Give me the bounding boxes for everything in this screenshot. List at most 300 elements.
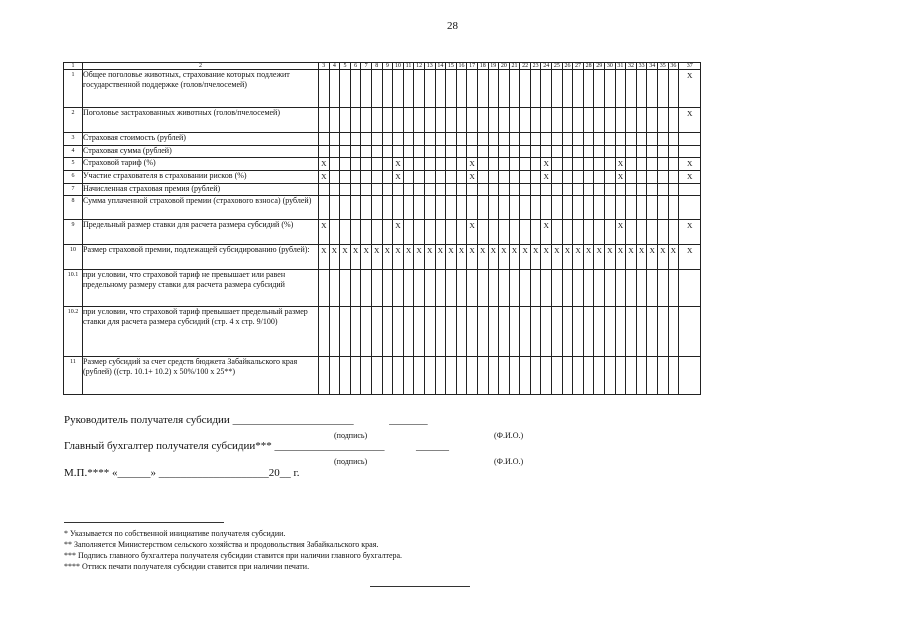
cell-col-27	[573, 196, 584, 220]
cell-col-23: Х	[530, 245, 541, 270]
cell-col-7	[361, 171, 372, 184]
cell-col-37: Х	[679, 70, 701, 108]
accountant-sign-line: ____________________	[274, 440, 385, 452]
cell-col-28	[583, 307, 594, 357]
cell-col-28	[583, 184, 594, 196]
cell-col-31	[615, 196, 626, 220]
column-number-35: 35	[658, 63, 669, 70]
column-number-6: 6	[350, 63, 361, 70]
cell-col-29	[594, 70, 605, 108]
accountant-fio-caption: (Ф.И.О.)	[494, 457, 524, 466]
cell-col-13	[424, 184, 435, 196]
cell-col-16	[456, 133, 467, 146]
cell-col-21	[509, 108, 520, 133]
cell-col-33	[636, 158, 647, 171]
cell-col-7	[361, 133, 372, 146]
row-label: Страховая сумма (рублей)	[83, 146, 319, 158]
cell-col-17: Х	[467, 171, 478, 184]
cell-col-36	[668, 184, 679, 196]
cell-col-4	[329, 357, 340, 395]
cell-col-14	[435, 171, 446, 184]
cell-col-33	[636, 220, 647, 245]
cell-col-28	[583, 108, 594, 133]
cell-col-36	[668, 146, 679, 158]
cell-col-29	[594, 133, 605, 146]
table-row	[64, 307, 701, 357]
cell-col-32	[626, 108, 637, 133]
cell-col-34	[647, 146, 658, 158]
row-label: Поголовье застрахованных животных (голов/пчелосемей)	[83, 108, 319, 133]
cell-col-4	[329, 270, 340, 307]
cell-col-31: Х	[615, 158, 626, 171]
cell-col-35	[658, 220, 669, 245]
cell-col-37: Х	[679, 220, 701, 245]
cell-col-15	[446, 171, 457, 184]
cell-col-30	[605, 133, 616, 146]
cell-col-21: Х	[509, 245, 520, 270]
head-fio-caption: (Ф.И.О.)	[494, 431, 524, 440]
cell-col-37: Х	[679, 108, 701, 133]
cell-col-10	[393, 133, 404, 146]
cell-col-20	[499, 70, 510, 108]
column-number-24: 24	[541, 63, 552, 70]
cell-col-20	[499, 158, 510, 171]
cell-col-36: Х	[668, 245, 679, 270]
cell-col-8	[371, 171, 382, 184]
cell-col-33	[636, 270, 647, 307]
cell-col-26	[562, 220, 573, 245]
cell-col-29	[594, 146, 605, 158]
column-number-14: 14	[435, 63, 446, 70]
cell-col-35	[658, 184, 669, 196]
cell-col-4	[329, 70, 340, 108]
cell-col-6	[350, 70, 361, 108]
cell-col-7	[361, 108, 372, 133]
cell-col-5	[340, 146, 351, 158]
cell-col-21	[509, 158, 520, 171]
cell-col-31	[615, 146, 626, 158]
head-label: Руководитель получателя субсидии	[64, 414, 230, 426]
cell-col-34	[647, 357, 658, 395]
cell-col-25	[552, 184, 563, 196]
cell-col-20	[499, 196, 510, 220]
cell-col-36	[668, 133, 679, 146]
cell-col-13	[424, 307, 435, 357]
cell-col-27	[573, 307, 584, 357]
cell-col-3	[319, 357, 330, 395]
cell-col-34	[647, 270, 658, 307]
cell-col-19	[488, 184, 499, 196]
cell-col-18	[477, 307, 488, 357]
cell-col-6	[350, 270, 361, 307]
cell-col-15	[446, 184, 457, 196]
cell-col-12	[414, 220, 425, 245]
cell-col-22	[520, 158, 531, 171]
column-number-19: 19	[488, 63, 499, 70]
cell-col-23	[530, 196, 541, 220]
cell-col-7	[361, 270, 372, 307]
cell-col-37: Х	[679, 158, 701, 171]
cell-col-21	[509, 270, 520, 307]
cell-col-4	[329, 133, 340, 146]
cell-col-27	[573, 70, 584, 108]
cell-col-9	[382, 220, 393, 245]
cell-col-11: Х	[403, 245, 414, 270]
cell-col-29	[594, 270, 605, 307]
cell-col-25	[552, 270, 563, 307]
cell-col-29	[594, 108, 605, 133]
column-number-13: 13	[424, 63, 435, 70]
cell-col-33: Х	[636, 245, 647, 270]
row-label: Размер субсидий за счет средств бюджета Забайкальского края (рублей) ((стр. 10.1+ 10.2) х 50%/100 х 25**)	[83, 357, 319, 395]
cell-col-24	[541, 70, 552, 108]
cell-col-24	[541, 270, 552, 307]
cell-col-36	[668, 171, 679, 184]
cell-col-23	[530, 133, 541, 146]
row-number: 1	[64, 70, 83, 108]
cell-col-27	[573, 133, 584, 146]
cell-col-6	[350, 307, 361, 357]
cell-col-13	[424, 133, 435, 146]
cell-col-29	[594, 171, 605, 184]
cell-col-24	[541, 146, 552, 158]
cell-col-22	[520, 108, 531, 133]
cell-col-26	[562, 184, 573, 196]
cell-col-7	[361, 307, 372, 357]
cell-col-18	[477, 108, 488, 133]
cell-col-7	[361, 220, 372, 245]
cell-col-4	[329, 220, 340, 245]
cell-col-15	[446, 133, 457, 146]
column-number-row	[64, 63, 701, 70]
cell-col-22	[520, 70, 531, 108]
cell-col-5	[340, 133, 351, 146]
cell-col-12	[414, 70, 425, 108]
cell-col-17	[467, 307, 478, 357]
row-number: 6	[64, 171, 83, 184]
cell-col-23	[530, 357, 541, 395]
cell-col-24	[541, 307, 552, 357]
row-label: Общее поголовье животных, страхование которых подлежит государственной поддержке (голов/пчелосемей)	[83, 70, 319, 108]
cell-col-26	[562, 270, 573, 307]
cell-col-33	[636, 133, 647, 146]
cell-col-16	[456, 270, 467, 307]
cell-col-15	[446, 158, 457, 171]
cell-col-28	[583, 220, 594, 245]
cell-col-26	[562, 70, 573, 108]
table-row	[64, 133, 701, 146]
cell-col-10: Х	[393, 245, 404, 270]
cell-col-8	[371, 307, 382, 357]
cell-col-17	[467, 70, 478, 108]
cell-col-11	[403, 146, 414, 158]
cell-col-5	[340, 270, 351, 307]
cell-col-15	[446, 307, 457, 357]
cell-col-19	[488, 133, 499, 146]
cell-col-29	[594, 184, 605, 196]
cell-col-26	[562, 108, 573, 133]
cell-col-26	[562, 196, 573, 220]
cell-col-6	[350, 133, 361, 146]
cell-col-27	[573, 220, 584, 245]
cell-col-21	[509, 196, 520, 220]
cell-col-32	[626, 133, 637, 146]
cell-col-25	[552, 158, 563, 171]
cell-col-3	[319, 307, 330, 357]
cell-col-28	[583, 133, 594, 146]
cell-col-33	[636, 184, 647, 196]
cell-col-5	[340, 158, 351, 171]
cell-col-20	[499, 171, 510, 184]
cell-col-9	[382, 270, 393, 307]
footnote-3: *** Подпись главного бухгалтера получателя субсидии ставится при наличии главного бухгалтера.	[64, 551, 403, 560]
cell-col-26	[562, 158, 573, 171]
cell-col-36	[668, 108, 679, 133]
bottom-divider	[370, 586, 470, 587]
cell-col-14	[435, 146, 446, 158]
row-number: 8	[64, 196, 83, 220]
cell-col-17	[467, 184, 478, 196]
row-number: 3	[64, 133, 83, 146]
subsidy-calculation-table	[63, 62, 701, 395]
cell-col-26	[562, 357, 573, 395]
cell-col-30	[605, 171, 616, 184]
cell-col-24: Х	[541, 245, 552, 270]
cell-col-24: Х	[541, 220, 552, 245]
cell-col-19	[488, 171, 499, 184]
cell-col-9	[382, 158, 393, 171]
cell-col-21	[509, 220, 520, 245]
cell-col-13	[424, 108, 435, 133]
cell-col-32	[626, 146, 637, 158]
cell-col-28	[583, 146, 594, 158]
cell-col-31: Х	[615, 220, 626, 245]
cell-col-5	[340, 171, 351, 184]
table-row	[64, 108, 701, 133]
cell-col-30	[605, 108, 616, 133]
cell-col-10	[393, 270, 404, 307]
cell-col-5	[340, 357, 351, 395]
cell-col-18	[477, 171, 488, 184]
cell-col-3: Х	[319, 220, 330, 245]
cell-col-19	[488, 158, 499, 171]
cell-col-13	[424, 220, 435, 245]
cell-col-6	[350, 146, 361, 158]
accountant-podpis-caption: (подпись)	[334, 457, 368, 466]
cell-col-12	[414, 184, 425, 196]
cell-col-4	[329, 196, 340, 220]
cell-col-9	[382, 108, 393, 133]
cell-col-12	[414, 196, 425, 220]
cell-col-27	[573, 171, 584, 184]
cell-col-35	[658, 108, 669, 133]
cell-col-18	[477, 357, 488, 395]
cell-col-5	[340, 108, 351, 133]
table-row	[64, 196, 701, 220]
cell-col-21	[509, 133, 520, 146]
cell-col-14	[435, 184, 446, 196]
cell-col-10	[393, 184, 404, 196]
cell-col-15	[446, 108, 457, 133]
cell-col-17	[467, 357, 478, 395]
cell-col-4	[329, 184, 340, 196]
column-number-1: 1	[64, 63, 83, 70]
cell-col-32	[626, 220, 637, 245]
cell-col-15	[446, 220, 457, 245]
cell-col-30	[605, 220, 616, 245]
cell-col-3	[319, 270, 330, 307]
cell-col-11	[403, 270, 414, 307]
cell-col-21	[509, 307, 520, 357]
cell-col-30	[605, 184, 616, 196]
cell-col-28	[583, 270, 594, 307]
cell-col-8	[371, 108, 382, 133]
cell-col-14	[435, 133, 446, 146]
cell-col-24: Х	[541, 171, 552, 184]
column-number-25: 25	[552, 63, 563, 70]
table-row	[64, 184, 701, 196]
cell-col-36	[668, 70, 679, 108]
cell-col-16	[456, 108, 467, 133]
cell-col-3: Х	[319, 171, 330, 184]
cell-col-30	[605, 270, 616, 307]
cell-col-7	[361, 184, 372, 196]
cell-col-34	[647, 108, 658, 133]
head-fio-line: _______	[389, 414, 428, 426]
cell-col-32	[626, 158, 637, 171]
cell-col-10	[393, 196, 404, 220]
cell-col-37	[679, 184, 701, 196]
column-number-16: 16	[456, 63, 467, 70]
cell-col-26: Х	[562, 245, 573, 270]
cell-col-13	[424, 158, 435, 171]
cell-col-26	[562, 171, 573, 184]
cell-col-3	[319, 70, 330, 108]
cell-col-30	[605, 158, 616, 171]
cell-col-35	[658, 196, 669, 220]
cell-col-12	[414, 158, 425, 171]
cell-col-35	[658, 70, 669, 108]
column-number-21: 21	[509, 63, 520, 70]
column-number-15: 15	[446, 63, 457, 70]
cell-col-22	[520, 184, 531, 196]
cell-col-34	[647, 70, 658, 108]
cell-col-34	[647, 184, 658, 196]
table-row	[64, 270, 701, 307]
cell-col-32	[626, 307, 637, 357]
cell-col-23	[530, 146, 541, 158]
cell-col-5: Х	[340, 245, 351, 270]
cell-col-18: Х	[477, 245, 488, 270]
cell-col-18	[477, 270, 488, 307]
cell-col-31: Х	[615, 245, 626, 270]
cell-col-12	[414, 270, 425, 307]
cell-col-22	[520, 146, 531, 158]
cell-col-22	[520, 220, 531, 245]
cell-col-5	[340, 70, 351, 108]
cell-col-8	[371, 158, 382, 171]
column-number-11: 11	[403, 63, 414, 70]
column-number-22: 22	[520, 63, 531, 70]
cell-col-3	[319, 108, 330, 133]
cell-col-14	[435, 307, 446, 357]
cell-col-4: Х	[329, 245, 340, 270]
cell-col-7: Х	[361, 245, 372, 270]
cell-col-36	[668, 307, 679, 357]
column-number-9: 9	[382, 63, 393, 70]
cell-col-16	[456, 357, 467, 395]
cell-col-22	[520, 196, 531, 220]
cell-col-11	[403, 220, 414, 245]
cell-col-13: Х	[424, 245, 435, 270]
row-label: Размер страховой премии, подлежащей субсидированию (рублей):	[83, 245, 319, 270]
cell-col-5	[340, 220, 351, 245]
column-number-23: 23	[530, 63, 541, 70]
cell-col-18	[477, 220, 488, 245]
cell-col-33	[636, 196, 647, 220]
row-label: Начисленная страховая премия (рублей)	[83, 184, 319, 196]
cell-col-30	[605, 307, 616, 357]
cell-col-6	[350, 171, 361, 184]
cell-col-20	[499, 357, 510, 395]
cell-col-10: Х	[393, 158, 404, 171]
cell-col-14	[435, 108, 446, 133]
cell-col-24	[541, 357, 552, 395]
cell-col-28: Х	[583, 245, 594, 270]
column-number-27: 27	[573, 63, 584, 70]
cell-col-15	[446, 196, 457, 220]
cell-col-9	[382, 307, 393, 357]
cell-col-20: Х	[499, 245, 510, 270]
cell-col-21	[509, 171, 520, 184]
cell-col-27	[573, 146, 584, 158]
cell-col-7	[361, 70, 372, 108]
cell-col-37	[679, 133, 701, 146]
column-number-4: 4	[329, 63, 340, 70]
cell-col-35	[658, 357, 669, 395]
cell-col-10: Х	[393, 220, 404, 245]
cell-col-34	[647, 307, 658, 357]
cell-col-23	[530, 270, 541, 307]
cell-col-19	[488, 307, 499, 357]
cell-col-19	[488, 70, 499, 108]
cell-col-16	[456, 184, 467, 196]
cell-col-25	[552, 196, 563, 220]
accountant-signature-line	[64, 440, 449, 452]
cell-col-18	[477, 133, 488, 146]
cell-col-13	[424, 196, 435, 220]
cell-col-21	[509, 184, 520, 196]
cell-col-14	[435, 70, 446, 108]
cell-col-13	[424, 146, 435, 158]
cell-col-28	[583, 357, 594, 395]
table-row	[64, 146, 701, 158]
column-number-3: 3	[319, 63, 330, 70]
cell-col-6	[350, 158, 361, 171]
cell-col-11	[403, 196, 414, 220]
cell-col-19	[488, 108, 499, 133]
cell-col-23	[530, 70, 541, 108]
cell-col-32	[626, 196, 637, 220]
cell-col-23	[530, 220, 541, 245]
cell-col-14	[435, 196, 446, 220]
cell-col-8	[371, 220, 382, 245]
cell-col-27	[573, 357, 584, 395]
cell-col-36	[668, 357, 679, 395]
cell-col-23	[530, 158, 541, 171]
cell-col-7	[361, 146, 372, 158]
cell-col-15	[446, 70, 457, 108]
